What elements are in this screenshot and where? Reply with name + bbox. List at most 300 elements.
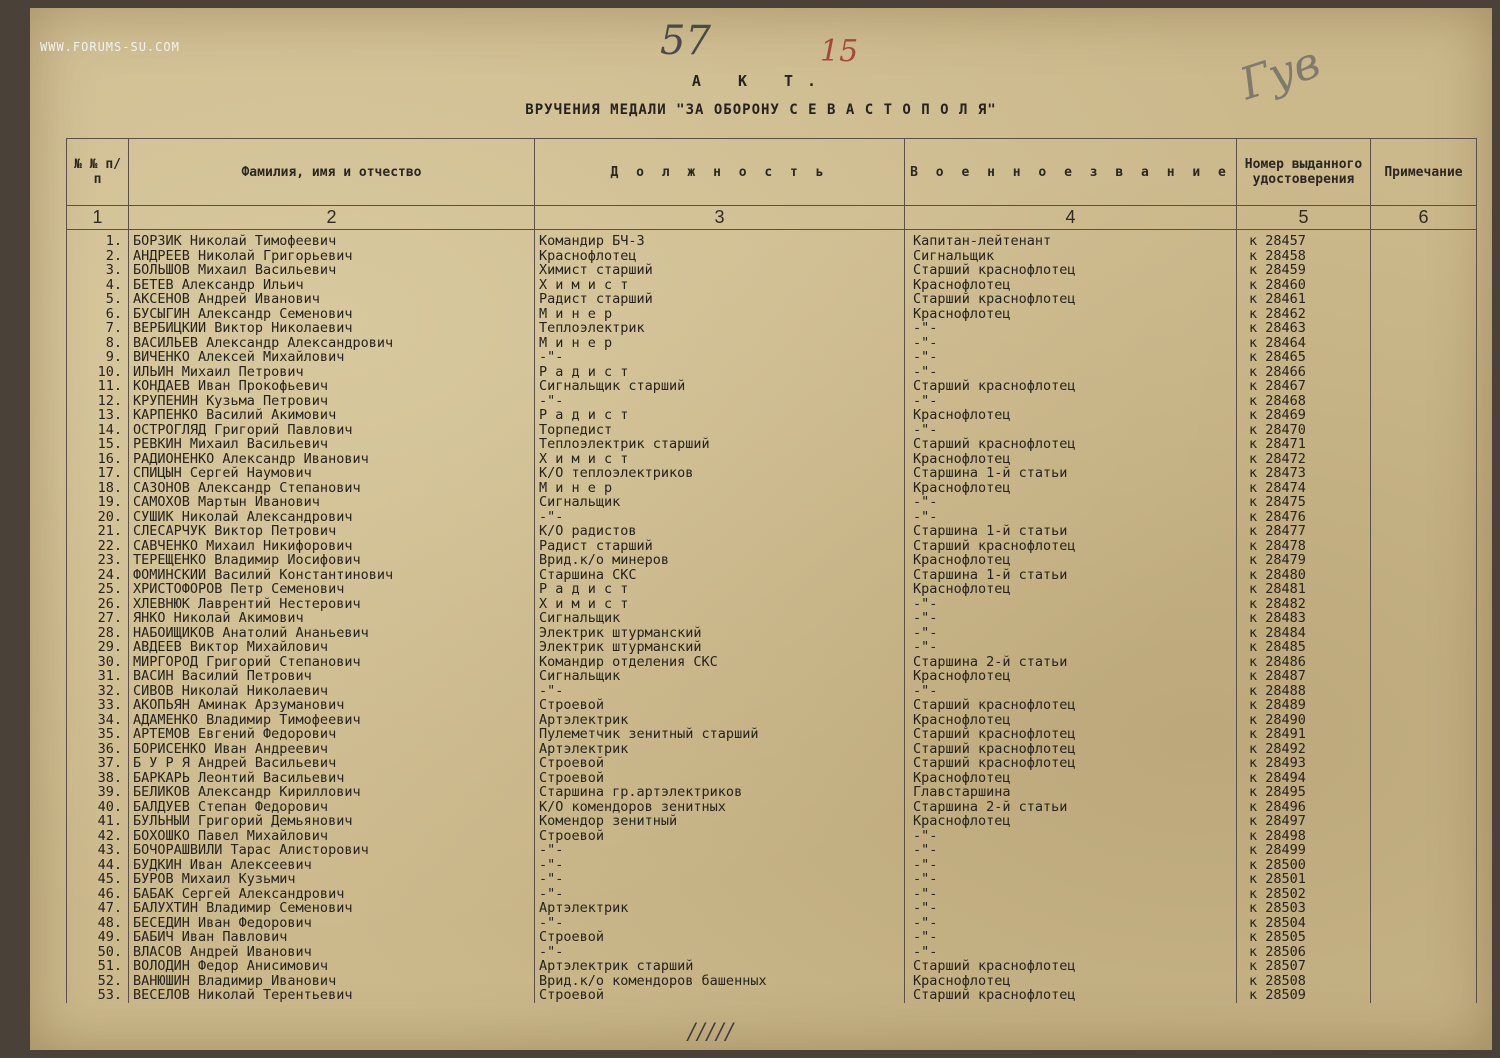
table-row xyxy=(67,539,1477,554)
row-number: 8. xyxy=(67,336,129,351)
table-row xyxy=(67,524,1477,539)
certificate-number: к 28462 xyxy=(1237,307,1371,322)
note-cell xyxy=(1371,510,1477,525)
recipient-name: ФОМИНСКИЙ Василий Константинович xyxy=(129,568,535,583)
recipient-name: СПИЦЫН Сергей Наумович xyxy=(129,466,535,481)
recipient-position: Химист старший xyxy=(535,263,905,278)
award-table xyxy=(66,138,1477,1003)
note-cell xyxy=(1371,350,1477,365)
note-cell xyxy=(1371,452,1477,467)
certificate-number: к 28459 xyxy=(1237,263,1371,278)
award-table-body xyxy=(67,230,1477,1003)
handwritten-marks: ///// xyxy=(688,1020,736,1045)
row-number: 17. xyxy=(67,466,129,481)
recipient-rank: -"- xyxy=(905,611,1237,626)
row-number: 24. xyxy=(67,568,129,583)
recipient-position: Комендор зенитный xyxy=(535,814,905,829)
note-cell xyxy=(1371,901,1477,916)
table-row xyxy=(67,394,1477,409)
note-cell xyxy=(1371,829,1477,844)
row-number: 10. xyxy=(67,365,129,380)
certificate-number: к 28497 xyxy=(1237,814,1371,829)
certificate-number: к 28486 xyxy=(1237,655,1371,670)
recipient-name: ВОЛОДИН Федор Анисимович xyxy=(129,959,535,974)
row-number: 52. xyxy=(67,974,129,989)
row-number: 15. xyxy=(67,437,129,452)
document-sheet xyxy=(30,8,1492,1050)
recipient-rank: -"- xyxy=(905,510,1237,525)
certificate-number: к 28505 xyxy=(1237,930,1371,945)
recipient-name: БОРЗИК Николай Тимофеевич xyxy=(129,230,535,249)
column-number: 2 xyxy=(129,206,535,230)
recipient-position: К/О теплоэлектриков xyxy=(535,466,905,481)
recipient-rank: Краснофлотец xyxy=(905,481,1237,496)
recipient-position: Х и м и с т xyxy=(535,278,905,293)
recipient-rank: Старший краснофлотец xyxy=(905,698,1237,713)
row-number: 50. xyxy=(67,945,129,960)
table-row xyxy=(67,974,1477,989)
recipient-rank: Краснофлотец xyxy=(905,974,1237,989)
recipient-position: К/О комендоров зенитных xyxy=(535,800,905,815)
recipient-name: ВЕРБИЦКИЙ Виктор Николаевич xyxy=(129,321,535,336)
note-cell xyxy=(1371,539,1477,554)
note-cell xyxy=(1371,640,1477,655)
recipient-position: Строевой xyxy=(535,988,905,1003)
recipient-rank: Старший краснофлотец xyxy=(905,379,1237,394)
note-cell xyxy=(1371,481,1477,496)
row-number: 26. xyxy=(67,597,129,612)
certificate-number: к 28492 xyxy=(1237,742,1371,757)
recipient-name: БУДКИН Иван Алексеевич xyxy=(129,858,535,873)
note-cell xyxy=(1371,814,1477,829)
table-row xyxy=(67,655,1477,670)
col-header-certificate: Номер выданного удостоверения xyxy=(1237,139,1371,206)
recipient-position: -"- xyxy=(535,887,905,902)
recipient-position: Электрик штурманский xyxy=(535,626,905,641)
note-cell xyxy=(1371,669,1477,684)
recipient-rank: Краснофлотец xyxy=(905,307,1237,322)
certificate-number: к 28458 xyxy=(1237,249,1371,264)
recipient-rank: Главстаршина xyxy=(905,785,1237,800)
note-cell xyxy=(1371,524,1477,539)
note-cell xyxy=(1371,727,1477,742)
table-row xyxy=(67,263,1477,278)
table-row xyxy=(67,626,1477,641)
note-cell xyxy=(1371,582,1477,597)
recipient-position: М и н е р xyxy=(535,336,905,351)
table-row xyxy=(67,945,1477,960)
row-number: 41. xyxy=(67,814,129,829)
note-cell xyxy=(1371,230,1477,249)
recipient-name: БОЧОРАШВИЛИ Тарас Алисторович xyxy=(129,843,535,858)
certificate-number: к 28465 xyxy=(1237,350,1371,365)
certificate-number: к 28501 xyxy=(1237,872,1371,887)
recipient-name: САМОХОВ Мартын Иванович xyxy=(129,495,535,510)
recipient-rank: -"- xyxy=(905,684,1237,699)
row-number: 45. xyxy=(67,872,129,887)
certificate-number: к 28468 xyxy=(1237,394,1371,409)
certificate-number: к 28491 xyxy=(1237,727,1371,742)
recipient-rank: -"- xyxy=(905,916,1237,931)
col-header-position: Д о л ж н о с т ь xyxy=(535,139,905,206)
certificate-number: к 28494 xyxy=(1237,771,1371,786)
row-number: 22. xyxy=(67,539,129,554)
table-row xyxy=(67,495,1477,510)
recipient-position: М и н е р xyxy=(535,481,905,496)
table-row xyxy=(67,872,1477,887)
note-cell xyxy=(1371,872,1477,887)
recipient-rank: -"- xyxy=(905,336,1237,351)
row-number: 18. xyxy=(67,481,129,496)
recipient-rank: -"- xyxy=(905,350,1237,365)
row-number: 25. xyxy=(67,582,129,597)
certificate-number: к 28500 xyxy=(1237,858,1371,873)
note-cell xyxy=(1371,611,1477,626)
table-row xyxy=(67,408,1477,423)
certificate-number: к 28493 xyxy=(1237,756,1371,771)
note-cell xyxy=(1371,292,1477,307)
row-number: 23. xyxy=(67,553,129,568)
certificate-number: к 28502 xyxy=(1237,887,1371,902)
recipient-name: ВАНЮШИН Владимир Иванович xyxy=(129,974,535,989)
recipient-rank: -"- xyxy=(905,321,1237,336)
recipient-name: БУЛЬНЫЙ Григорий Демьянович xyxy=(129,814,535,829)
certificate-number: к 28478 xyxy=(1237,539,1371,554)
table-row xyxy=(67,756,1477,771)
table-row xyxy=(67,611,1477,626)
recipient-position: -"- xyxy=(535,872,905,887)
recipient-position: -"- xyxy=(535,350,905,365)
certificate-number: к 28503 xyxy=(1237,901,1371,916)
table-row xyxy=(67,814,1477,829)
certificate-number: к 28507 xyxy=(1237,959,1371,974)
row-number: 36. xyxy=(67,742,129,757)
table-row xyxy=(67,350,1477,365)
table-row xyxy=(67,365,1477,380)
column-number-row xyxy=(67,206,1477,230)
certificate-number: к 28484 xyxy=(1237,626,1371,641)
note-cell xyxy=(1371,263,1477,278)
note-cell xyxy=(1371,336,1477,351)
recipient-rank: Старший краснофлотец xyxy=(905,292,1237,307)
recipient-name: АНДРЕЕВ Николай Григорьевич xyxy=(129,249,535,264)
col-header-number: № № п/п xyxy=(67,139,129,206)
recipient-rank: Краснофлотец xyxy=(905,814,1237,829)
recipient-name: БАЛУХТИН Владимир Семенович xyxy=(129,901,535,916)
recipient-position: Сигнальщик старший xyxy=(535,379,905,394)
note-cell xyxy=(1371,249,1477,264)
note-cell xyxy=(1371,394,1477,409)
certificate-number: к 28506 xyxy=(1237,945,1371,960)
note-cell xyxy=(1371,379,1477,394)
recipient-rank: -"- xyxy=(905,872,1237,887)
recipient-rank: -"- xyxy=(905,829,1237,844)
recipient-position: Врид.к/о минеров xyxy=(535,553,905,568)
recipient-name: НАБОЙЩИКОВ Анатолий Ананьевич xyxy=(129,626,535,641)
note-cell xyxy=(1371,684,1477,699)
note-cell xyxy=(1371,321,1477,336)
recipient-rank: Старший краснофлотец xyxy=(905,742,1237,757)
note-cell xyxy=(1371,553,1477,568)
watermark: WWW.FORUMS-SU.COM xyxy=(40,40,180,54)
recipient-rank: Старший краснофлотец xyxy=(905,756,1237,771)
recipient-name: ЯНКО Николай Акимович xyxy=(129,611,535,626)
recipient-name: БОХОШКО Павел Михайлович xyxy=(129,829,535,844)
recipient-position: -"- xyxy=(535,510,905,525)
certificate-number: к 28460 xyxy=(1237,278,1371,293)
recipient-name: АВДЕЕВ Виктор Михайлович xyxy=(129,640,535,655)
row-number: 28. xyxy=(67,626,129,641)
document-subtitle: ВРУЧЕНИЯ МЕДАЛИ "ЗА ОБОРОНУ С Е В А С Т О П О Л Я" xyxy=(525,102,997,118)
recipient-name: БЕСЕДИН Иван Федорович xyxy=(129,916,535,931)
table-row xyxy=(67,785,1477,800)
recipient-name: АРТЕМОВ Евгений Федорович xyxy=(129,727,535,742)
recipient-position: Командир БЧ-3 xyxy=(535,230,905,249)
note-cell xyxy=(1371,655,1477,670)
recipient-rank: Старший краснофлотец xyxy=(905,437,1237,452)
recipient-rank: -"- xyxy=(905,423,1237,438)
recipient-position: Электрик штурманский xyxy=(535,640,905,655)
certificate-number: к 28463 xyxy=(1237,321,1371,336)
recipient-name: ВИЧЕНКО Алексей Михайлович xyxy=(129,350,535,365)
note-cell xyxy=(1371,916,1477,931)
recipient-rank: -"- xyxy=(905,495,1237,510)
certificate-number: к 28461 xyxy=(1237,292,1371,307)
recipient-rank: Краснофлотец xyxy=(905,713,1237,728)
recipient-name: КОНДАЕВ Иван Прокофьевич xyxy=(129,379,535,394)
recipient-name: БУСЫГИН Александр Семенович xyxy=(129,307,535,322)
note-cell xyxy=(1371,959,1477,974)
certificate-number: к 28508 xyxy=(1237,974,1371,989)
recipient-name: БЕТЕВ Александр Ильич xyxy=(129,278,535,293)
recipient-rank: Старший краснофлотец xyxy=(905,263,1237,278)
certificate-number: к 28464 xyxy=(1237,336,1371,351)
certificate-number: к 28487 xyxy=(1237,669,1371,684)
table-row xyxy=(67,278,1477,293)
recipient-position: Х и м и с т xyxy=(535,597,905,612)
row-number: 39. xyxy=(67,785,129,800)
note-cell xyxy=(1371,423,1477,438)
row-number: 34. xyxy=(67,713,129,728)
column-number: 6 xyxy=(1371,206,1477,230)
note-cell xyxy=(1371,626,1477,641)
note-cell xyxy=(1371,887,1477,902)
table-row xyxy=(67,698,1477,713)
certificate-number: к 28469 xyxy=(1237,408,1371,423)
row-number: 20. xyxy=(67,510,129,525)
recipient-name: БАБИЧ Иван Павлович xyxy=(129,930,535,945)
recipient-name: ХРИСТОФОРОВ Петр Семенович xyxy=(129,582,535,597)
table-row xyxy=(67,829,1477,844)
recipient-name: ВЛАСОВ Андрей Иванович xyxy=(129,945,535,960)
row-number: 31. xyxy=(67,669,129,684)
recipient-rank: Старший краснофлотец xyxy=(905,539,1237,554)
row-number: 49. xyxy=(67,930,129,945)
certificate-number: к 28480 xyxy=(1237,568,1371,583)
recipient-rank: Краснофлотец xyxy=(905,771,1237,786)
certificate-number: к 28485 xyxy=(1237,640,1371,655)
row-number: 47. xyxy=(67,901,129,916)
recipient-name: АКСЕНОВ Андрей Иванович xyxy=(129,292,535,307)
certificate-number: к 28499 xyxy=(1237,843,1371,858)
table-row xyxy=(67,423,1477,438)
note-cell xyxy=(1371,974,1477,989)
recipient-position: Командир отделения СКС xyxy=(535,655,905,670)
document-title: А К Т. xyxy=(691,72,831,90)
recipient-name: САВЧЕНКО Михаил Никифорович xyxy=(129,539,535,554)
certificate-number: к 28472 xyxy=(1237,452,1371,467)
recipient-position: Артэлектрик xyxy=(535,742,905,757)
recipient-position: Радист старший xyxy=(535,292,905,307)
recipient-rank: Капитан-лейтенант xyxy=(905,230,1237,249)
table-row xyxy=(67,713,1477,728)
table-row xyxy=(67,481,1477,496)
note-cell xyxy=(1371,466,1477,481)
table-row xyxy=(67,307,1477,322)
row-number: 1. xyxy=(67,230,129,249)
recipient-name: АКОПЬЯН Аминак Арзуманович xyxy=(129,698,535,713)
recipient-rank: Краснофлотец xyxy=(905,669,1237,684)
certificate-number: к 28479 xyxy=(1237,553,1371,568)
recipient-name: БОЛЬШОВ Михаил Васильевич xyxy=(129,263,535,278)
row-number: 2. xyxy=(67,249,129,264)
recipient-position: Артэлектрик xyxy=(535,713,905,728)
recipient-position: Строевой xyxy=(535,756,905,771)
certificate-number: к 28475 xyxy=(1237,495,1371,510)
recipient-position: Старшина гр.артэлектриков xyxy=(535,785,905,800)
recipient-rank: -"- xyxy=(905,843,1237,858)
handwritten-red-number: 15 xyxy=(820,34,859,69)
recipient-position: Сигнальщик xyxy=(535,669,905,684)
row-number: 37. xyxy=(67,756,129,771)
recipient-rank: Старшина 1-й статьи xyxy=(905,568,1237,583)
recipient-position: Р а д и с т xyxy=(535,408,905,423)
note-cell xyxy=(1371,930,1477,945)
row-number: 12. xyxy=(67,394,129,409)
table-row xyxy=(67,597,1477,612)
recipient-position: Врид.к/о комендоров башенных xyxy=(535,974,905,989)
recipient-position: К/О радистов xyxy=(535,524,905,539)
table-row xyxy=(67,553,1477,568)
table-row xyxy=(67,230,1477,249)
recipient-rank: Старший краснофлотец xyxy=(905,959,1237,974)
row-number: 13. xyxy=(67,408,129,423)
recipient-name: БАЛДУЕВ Степан Федорович xyxy=(129,800,535,815)
recipient-name: ОСТРОГЛЯД Григорий Павлович xyxy=(129,423,535,438)
note-cell xyxy=(1371,771,1477,786)
certificate-number: к 28474 xyxy=(1237,481,1371,496)
recipient-position: Сигнальщик xyxy=(535,611,905,626)
certificate-number: к 28509 xyxy=(1237,988,1371,1003)
recipient-position: -"- xyxy=(535,843,905,858)
recipient-position: -"- xyxy=(535,916,905,931)
row-number: 44. xyxy=(67,858,129,873)
recipient-rank: Сигнальщик xyxy=(905,249,1237,264)
recipient-name: ВЕСЕЛОВ Николай Терентьевич xyxy=(129,988,535,1003)
note-cell xyxy=(1371,698,1477,713)
table-row xyxy=(67,466,1477,481)
row-number: 27. xyxy=(67,611,129,626)
certificate-number: к 28470 xyxy=(1237,423,1371,438)
recipient-name: СЛЕСАРЧУК Виктор Петрович xyxy=(129,524,535,539)
certificate-number: к 28471 xyxy=(1237,437,1371,452)
table-row xyxy=(67,452,1477,467)
col-header-name: Фамилия, имя и отчество xyxy=(129,139,535,206)
recipient-position: Строевой xyxy=(535,930,905,945)
row-number: 6. xyxy=(67,307,129,322)
col-header-note: Примечание xyxy=(1371,139,1477,206)
recipient-rank: Краснофлотец xyxy=(905,582,1237,597)
row-number: 19. xyxy=(67,495,129,510)
row-number: 43. xyxy=(67,843,129,858)
recipient-rank: Краснофлотец xyxy=(905,553,1237,568)
certificate-number: к 28457 xyxy=(1237,230,1371,249)
row-number: 38. xyxy=(67,771,129,786)
recipient-name: РЕВКИН Михаил Васильевич xyxy=(129,437,535,452)
table-row xyxy=(67,321,1477,336)
recipient-position: Краснофлотец xyxy=(535,249,905,264)
recipient-name: МИРГОРОД Григорий Степанович xyxy=(129,655,535,670)
note-cell xyxy=(1371,597,1477,612)
table-row xyxy=(67,742,1477,757)
col-header-rank: В о е н н о е з в а н и е xyxy=(905,139,1237,206)
table-row xyxy=(67,858,1477,873)
recipient-rank: -"- xyxy=(905,858,1237,873)
table-row xyxy=(67,887,1477,902)
row-number: 14. xyxy=(67,423,129,438)
certificate-number: к 28483 xyxy=(1237,611,1371,626)
note-cell xyxy=(1371,713,1477,728)
table-row xyxy=(67,437,1477,452)
recipient-position: Радист старший xyxy=(535,539,905,554)
certificate-number: к 28482 xyxy=(1237,597,1371,612)
recipient-rank: Старший краснофлотец xyxy=(905,988,1237,1003)
recipient-name: БАРКАРЬ Леонтий Васильевич xyxy=(129,771,535,786)
recipient-position: Х и м и с т xyxy=(535,452,905,467)
recipient-name: САЗОНОВ Александр Степанович xyxy=(129,481,535,496)
table-row xyxy=(67,684,1477,699)
note-cell xyxy=(1371,278,1477,293)
row-number: 16. xyxy=(67,452,129,467)
certificate-number: к 28496 xyxy=(1237,800,1371,815)
table-row xyxy=(67,249,1477,264)
table-row xyxy=(67,669,1477,684)
recipient-position: -"- xyxy=(535,858,905,873)
handwritten-signature: Гув xyxy=(1234,36,1327,111)
row-number: 48. xyxy=(67,916,129,931)
recipient-name: ВАСИН Василий Петрович xyxy=(129,669,535,684)
table-row xyxy=(67,292,1477,307)
table-row xyxy=(67,800,1477,815)
recipient-rank: -"- xyxy=(905,887,1237,902)
recipient-name: АДАМЕНКО Владимир Тимофеевич xyxy=(129,713,535,728)
certificate-number: к 28489 xyxy=(1237,698,1371,713)
row-number: 29. xyxy=(67,640,129,655)
recipient-position: Теплоэлектрик старший xyxy=(535,437,905,452)
recipient-position: Р а д и с т xyxy=(535,365,905,380)
recipient-position: -"- xyxy=(535,684,905,699)
row-number: 42. xyxy=(67,829,129,844)
certificate-number: к 28495 xyxy=(1237,785,1371,800)
handwritten-page-number: 57 xyxy=(660,18,711,64)
table-row xyxy=(67,379,1477,394)
recipient-rank: -"- xyxy=(905,597,1237,612)
table-row xyxy=(67,988,1477,1003)
column-number: 1 xyxy=(67,206,129,230)
recipient-rank: Старшина 2-й статьи xyxy=(905,800,1237,815)
table-row xyxy=(67,336,1477,351)
table-row xyxy=(67,640,1477,655)
